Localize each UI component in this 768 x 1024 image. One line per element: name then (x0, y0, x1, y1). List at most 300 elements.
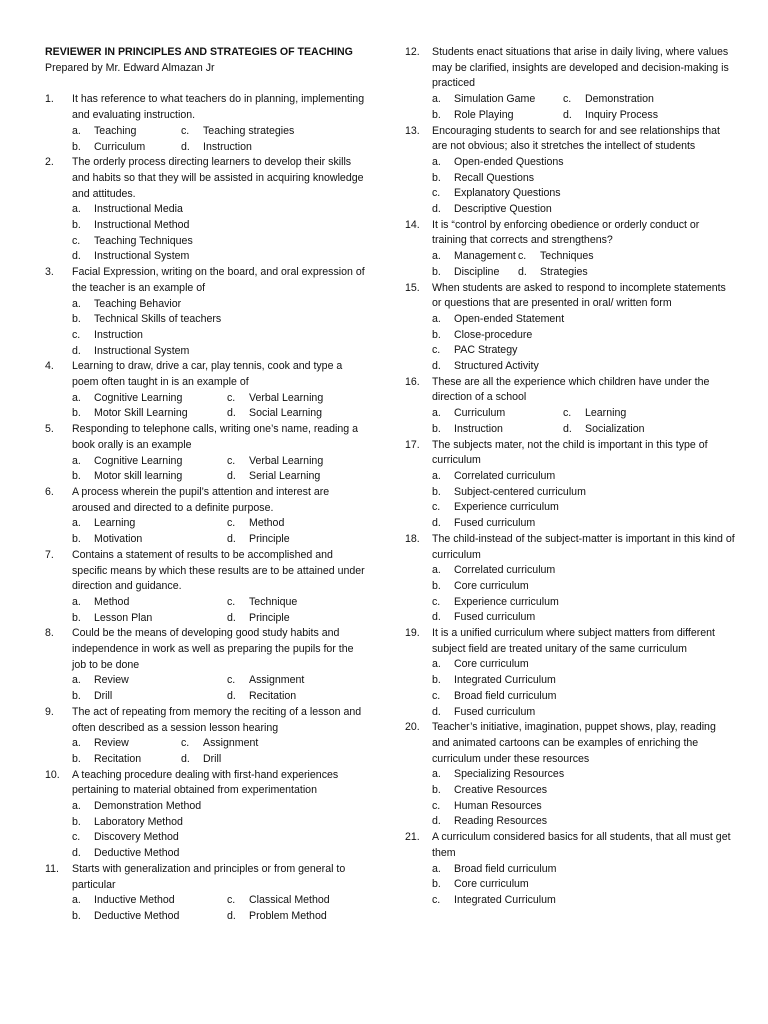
option-letter: b. (72, 533, 81, 546)
option-letter: c. (181, 124, 190, 137)
answer-option (432, 265, 518, 281)
option-letter: c. (72, 328, 81, 341)
option-letter: b. (432, 674, 441, 687)
answer-option (72, 454, 227, 470)
option-letter: c. (227, 517, 236, 530)
option-text: PAC Strategy (454, 344, 518, 357)
question-text: It has reference to what teachers do in planning, implementing and evaluating instruction. (72, 93, 365, 122)
option-text: Inductive Method (94, 894, 175, 907)
option-text: Core curriculum (454, 878, 529, 891)
question-item (45, 485, 367, 548)
option-letter: a. (72, 894, 81, 907)
answer-option (227, 673, 304, 689)
question-item (45, 705, 367, 768)
answer-option (432, 202, 735, 218)
answer-options (432, 862, 735, 909)
option-text: Correlated curriculum (454, 469, 556, 482)
option-text: Teaching (94, 124, 137, 137)
answer-option (432, 343, 735, 359)
answer-option-row (72, 689, 367, 705)
answer-option (181, 124, 294, 140)
answer-option (72, 140, 181, 156)
answer-option (432, 814, 735, 830)
question-item (405, 626, 735, 720)
answer-option (72, 909, 227, 925)
question-item (45, 862, 367, 925)
question-list-left (45, 92, 367, 924)
option-text: Fused curriculum (454, 517, 536, 530)
question-item (45, 92, 367, 155)
option-text: Assignment (249, 674, 305, 687)
option-text: Explanatory Questions (454, 187, 561, 200)
answer-option (432, 516, 735, 532)
question-text: The subjects mater, not the child is important in this type of curriculum (432, 438, 708, 467)
option-text: Techniques (540, 250, 594, 263)
question-text: It is “control by enforcing obedience or orderly conduct or training that corrects and strengthens? (432, 218, 700, 247)
option-letter: b. (72, 909, 81, 922)
answer-option (518, 265, 588, 281)
answer-option (432, 673, 735, 689)
answer-option (432, 689, 735, 705)
option-letter: d. (227, 611, 236, 624)
question-number: 19. (405, 627, 420, 640)
option-letter: c. (227, 454, 236, 467)
answer-option-row (72, 406, 367, 422)
answer-option (227, 532, 290, 548)
option-letter: a. (72, 297, 81, 310)
question-number: 3. (45, 266, 54, 279)
question-number: 14. (405, 218, 420, 231)
question-text: When students are asked to respond to incomplete statements or questions that are presented in oral/ written form (432, 281, 726, 310)
question-item (405, 532, 735, 626)
author-line: Prepared by Mr. Edward Almazan Jr (45, 61, 215, 74)
question-number: 13. (405, 124, 420, 137)
option-text: Instruction (454, 422, 503, 435)
option-text: Method (249, 517, 285, 530)
option-text: Demonstration (585, 93, 654, 106)
option-letter: a. (72, 800, 81, 813)
answer-option-row (432, 92, 735, 108)
answer-option-row (72, 532, 367, 548)
question-number: 6. (45, 485, 54, 498)
option-letter: b. (72, 690, 81, 703)
option-letter: d. (432, 360, 441, 373)
option-text: Instruction (94, 328, 143, 341)
option-text: Classical Method (249, 894, 330, 907)
option-letter: c. (518, 250, 527, 263)
option-text: Integrated Curriculum (454, 893, 556, 906)
answer-option (72, 249, 367, 265)
option-text: Motor Skill Learning (94, 407, 188, 420)
option-letter: b. (72, 313, 81, 326)
option-letter: b. (72, 752, 81, 765)
option-text: Principle (249, 533, 290, 546)
option-letter: c. (227, 894, 236, 907)
option-text: Teaching Behavior (94, 297, 182, 310)
option-text: Review (94, 674, 129, 687)
answer-options (72, 202, 367, 265)
option-text: Demonstration Method (94, 800, 202, 813)
question-text: Responding to telephone calls, writing one’s name, reading a book orally is an example (72, 423, 359, 451)
question-number: 8. (45, 627, 54, 640)
answer-option (563, 108, 658, 124)
answer-options (432, 767, 735, 830)
option-text: Recall Questions (454, 171, 535, 184)
option-letter: a. (72, 595, 81, 608)
answer-option (227, 909, 327, 925)
answer-option (432, 108, 563, 124)
answer-option-row (72, 140, 367, 156)
question-number: 11. (45, 862, 59, 875)
option-text: Open-ended Statement (454, 312, 565, 325)
answer-option (563, 92, 654, 108)
answer-option (72, 689, 227, 705)
question-number: 7. (45, 548, 54, 561)
answer-option (72, 532, 227, 548)
option-letter: d. (72, 250, 81, 263)
answer-option (227, 391, 323, 407)
option-letter: d. (227, 533, 236, 546)
answer-options (432, 657, 735, 720)
answer-options (72, 391, 367, 422)
question-number: 15. (405, 281, 420, 294)
option-text: Instructional System (94, 344, 190, 357)
answer-option (432, 312, 735, 328)
option-letter: d. (432, 517, 441, 530)
option-letter: b. (72, 140, 81, 153)
answer-options (432, 155, 735, 218)
answer-options (72, 516, 367, 547)
document-title: REVIEWER IN PRINCIPLES AND STRATEGIES OF TEACHING (45, 46, 353, 58)
option-letter: d. (227, 470, 236, 483)
question-item (45, 359, 367, 422)
option-text: Socialization (585, 422, 645, 435)
option-text: Role Playing (454, 108, 514, 121)
option-letter: b. (432, 485, 441, 498)
question-number: 2. (45, 156, 54, 169)
answer-option (432, 485, 735, 501)
question-item (405, 438, 735, 532)
answer-option (432, 155, 735, 171)
answer-option-row (432, 422, 735, 438)
answer-option (72, 297, 367, 313)
option-text: Inquiry Process (585, 108, 659, 121)
option-text: Technique (249, 595, 298, 608)
question-text: The orderly process directing learners to develop their skills and habits so that they will be assisted in acquiring knowledge and attitudes. (72, 156, 364, 200)
question-item (45, 422, 367, 485)
question-number: 10. (45, 768, 60, 781)
option-letter: a. (72, 124, 81, 137)
answer-option-row (72, 673, 367, 689)
answer-option (72, 752, 181, 768)
answer-option (227, 406, 322, 422)
answer-option-row (432, 265, 735, 281)
question-number: 20. (405, 721, 420, 734)
option-letter: d. (432, 611, 441, 624)
question-number: 18. (405, 532, 420, 545)
option-letter: c. (432, 595, 441, 608)
option-text: Method (94, 595, 130, 608)
answer-option (432, 579, 735, 595)
right-column (405, 45, 735, 909)
answer-options (72, 736, 367, 767)
question-text: Students enact situations that arise in daily living, where values may be clarified, insights are developed and decision-making is practiced (432, 46, 729, 90)
option-text: Human Resources (454, 799, 542, 812)
option-text: Recitation (249, 690, 297, 703)
option-text: Broad field curriculum (454, 689, 557, 702)
answer-option (432, 171, 735, 187)
option-text: Creative Resources (454, 784, 548, 797)
question-text: Facial Expression, writing on the board, and oral expression of the teacher is an example of (72, 266, 365, 294)
answer-options (72, 454, 367, 485)
option-text: Simulation Game (454, 93, 536, 106)
answer-option (432, 359, 735, 375)
answer-option (72, 406, 227, 422)
option-text: Fused curriculum (454, 705, 536, 718)
answer-options (72, 595, 367, 626)
option-text: Curriculum (454, 407, 506, 420)
question-text: It is a unified curriculum where subject matters from different subject field are treated unitary of the same curriculum (432, 627, 716, 655)
answer-option-row (72, 909, 367, 925)
option-letter: b. (72, 611, 81, 624)
answer-option (72, 736, 181, 752)
option-letter: d. (72, 847, 81, 860)
option-text: Social Learning (249, 407, 323, 420)
option-text: Laboratory Method (94, 815, 183, 828)
option-text: Teaching Techniques (94, 234, 193, 247)
option-letter: d. (432, 203, 441, 216)
option-text: Cognitive Learning (94, 391, 183, 404)
question-number: 21. (405, 831, 420, 844)
option-letter: d. (518, 265, 527, 278)
answer-option (72, 595, 227, 611)
question-item (405, 720, 735, 830)
question-number: 1. (45, 93, 54, 106)
answer-option (181, 736, 258, 752)
answer-option-row (72, 595, 367, 611)
question-text: A curriculum considered basics for all students, that all must get them (432, 831, 731, 859)
option-text: Instructional System (94, 250, 190, 263)
option-text: Deductive Method (94, 847, 180, 860)
option-text: Verbal Learning (249, 454, 324, 467)
option-letter: a. (432, 93, 441, 106)
question-item (45, 265, 367, 359)
option-letter: d. (181, 140, 190, 153)
option-letter: a. (72, 517, 81, 530)
answer-option (72, 611, 227, 627)
option-text: Close-procedure (454, 328, 533, 341)
answer-option (72, 799, 367, 815)
answer-option (432, 92, 563, 108)
answer-option-row (432, 108, 735, 124)
answer-option (432, 767, 735, 783)
option-letter: b. (432, 878, 441, 891)
option-letter: c. (432, 501, 441, 514)
answer-option (432, 469, 735, 485)
answer-option (432, 328, 735, 344)
option-letter: a. (432, 312, 441, 325)
answer-option (181, 140, 252, 156)
option-letter: d. (432, 815, 441, 828)
question-text: Teacher’s initiative, imagination, puppet shows, play, reading and animated cartoons can be examples of enriching the curriculum under these resources (432, 721, 716, 765)
answer-option (432, 249, 518, 265)
answer-option-row (432, 406, 735, 422)
question-text: A teaching procedure dealing with first-hand experiences pertaining to material obtained from experimentation (72, 768, 339, 797)
answer-option (227, 893, 330, 909)
option-letter: d. (432, 705, 441, 718)
question-text: These are all the experience which children have under the direction of a school (432, 375, 710, 404)
option-text: Cognitive Learning (94, 454, 183, 467)
option-text: Open-ended Questions (454, 155, 564, 168)
answer-option (432, 186, 735, 202)
option-text: Motivation (94, 533, 143, 546)
question-text: Encouraging students to search for and see relationships that are not obvious; also it stretches the intellect of students (432, 124, 720, 153)
answer-option (72, 328, 367, 344)
option-letter: c. (227, 595, 236, 608)
option-letter: b. (72, 815, 81, 828)
question-text: A process wherein the pupil’s attention and interest are aroused and directed to a definite purpose. (72, 485, 330, 514)
answer-option (72, 830, 367, 846)
option-text: Management (454, 250, 516, 263)
answer-options (432, 563, 735, 626)
option-letter: a. (432, 250, 441, 263)
question-text: The act of repeating from memory the reciting of a lesson and often described as a session lesson hearing (72, 705, 362, 734)
answer-options (432, 469, 735, 532)
question-text: Learning to draw, drive a car, play tennis, cook and type a poem often taught in is an example of (72, 360, 343, 389)
option-letter: c. (432, 893, 441, 906)
option-letter: b. (72, 470, 81, 483)
option-text: Teaching strategies (203, 124, 295, 137)
answer-option (432, 799, 735, 815)
question-text: Contains a statement of results to be accomplished and specific means by which these results are to be attained under direction and guidance. (72, 548, 365, 593)
answer-option-row (72, 124, 367, 140)
option-letter: a. (72, 737, 81, 750)
question-number: 17. (405, 438, 420, 451)
answer-option (72, 391, 227, 407)
option-text: Deductive Method (94, 909, 180, 922)
answer-options (72, 799, 367, 862)
option-letter: d. (72, 344, 81, 357)
option-text: Fused curriculum (454, 611, 536, 624)
question-item (405, 281, 735, 375)
option-text: Discipline (454, 265, 500, 278)
option-text: Specializing Resources (454, 768, 565, 781)
option-text: Instructional Method (94, 219, 190, 232)
answer-option-row (72, 752, 367, 768)
option-text: Discovery Method (94, 831, 179, 844)
question-item (45, 626, 367, 705)
option-letter: c. (432, 689, 441, 702)
option-letter: b. (432, 171, 441, 184)
question-number: 12. (405, 46, 420, 58)
answer-option (72, 218, 367, 234)
question-item (405, 45, 735, 124)
option-text: Principle (249, 611, 290, 624)
answer-options (72, 124, 367, 155)
option-text: Core curriculum (454, 579, 529, 592)
answer-options (432, 312, 735, 375)
option-text: Learning (94, 517, 136, 530)
answer-option (432, 705, 735, 721)
answer-options (72, 297, 367, 360)
option-letter: b. (432, 422, 441, 435)
answer-option (432, 422, 563, 438)
option-text: Instruction (203, 140, 252, 153)
option-text: Assignment (203, 737, 259, 750)
answer-option (227, 516, 284, 532)
answer-option (432, 610, 735, 626)
answer-option (72, 893, 227, 909)
option-letter: c. (227, 674, 236, 687)
answer-option (72, 846, 367, 862)
option-text: Curriculum (94, 140, 146, 153)
option-text: Reading Resources (454, 815, 548, 828)
answer-option (227, 454, 323, 470)
question-item (45, 548, 367, 627)
answer-options (72, 673, 367, 704)
option-letter: b. (72, 407, 81, 420)
option-text: Broad field curriculum (454, 862, 557, 875)
option-letter: a. (72, 203, 81, 216)
option-letter: c. (72, 234, 81, 247)
option-text: Experience curriculum (454, 595, 559, 608)
question-number: 5. (45, 423, 54, 436)
option-letter: b. (432, 579, 441, 592)
option-text: Problem Method (249, 909, 327, 922)
answer-option (72, 234, 367, 250)
answer-option (563, 422, 644, 438)
question-item (45, 155, 367, 265)
answer-option-row (72, 391, 367, 407)
option-letter: a. (72, 454, 81, 467)
answer-option (227, 611, 290, 627)
option-text: Drill (94, 690, 113, 703)
answer-options (432, 406, 735, 437)
option-text: Lesson Plan (94, 611, 153, 624)
option-text: Learning (585, 407, 627, 420)
option-text: Motor skill learning (94, 470, 183, 483)
option-text: Drill (203, 752, 222, 765)
question-text: Could be the means of developing good study habits and independence in work as well as preparing the pupils for the job to be done (72, 627, 354, 671)
option-text: Correlated curriculum (454, 564, 556, 577)
option-letter: c. (432, 799, 441, 812)
answer-option-row (72, 454, 367, 470)
answer-option (432, 406, 563, 422)
option-text: Descriptive Question (454, 203, 552, 216)
option-letter: b. (432, 784, 441, 797)
answer-option (563, 406, 626, 422)
option-letter: c. (181, 737, 190, 750)
question-item (405, 375, 735, 438)
option-text: Experience curriculum (454, 501, 559, 514)
option-text: Strategies (540, 265, 588, 278)
answer-option (432, 500, 735, 516)
option-letter: b. (432, 265, 441, 278)
option-letter: a. (432, 407, 441, 420)
answer-option (432, 563, 735, 579)
answer-option (181, 752, 221, 768)
option-letter: a. (432, 155, 441, 168)
answer-option (72, 815, 367, 831)
option-letter: d. (181, 752, 190, 765)
option-text: Instructional Media (94, 203, 183, 216)
option-text: Recitation (94, 752, 142, 765)
option-letter: c. (563, 93, 572, 106)
option-letter: d. (563, 422, 572, 435)
option-letter: d. (227, 909, 236, 922)
answer-option (432, 595, 735, 611)
option-letter: c. (227, 391, 236, 404)
